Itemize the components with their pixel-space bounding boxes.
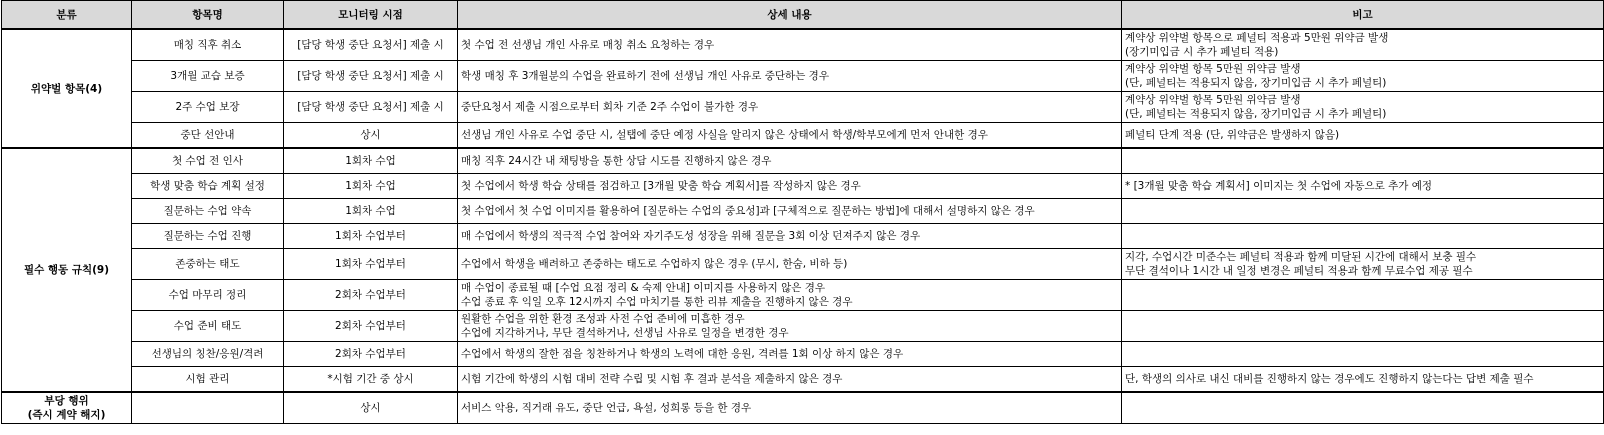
note-line: (장기미입금 시 추가 페널티 적용) bbox=[1125, 46, 1279, 58]
detail-cell bbox=[458, 199, 1122, 224]
item-name-cell: 존중하는 태도 bbox=[132, 249, 284, 280]
detail-line: 수업에서 학생의 잘한 점을 칭찬하거나 학생의 노력에 대한 응원, 격려를 1회 이상 하지 않은 경우 bbox=[461, 348, 904, 360]
note-line: 단, 학생의 의사로 내신 대비를 진행하지 않는 경우에도 진행하지 않는다는 답변 제출 필수 bbox=[1125, 373, 1534, 385]
monitoring-time-cell: 2회차 수업부터 bbox=[284, 280, 458, 311]
note-cell bbox=[1122, 224, 1604, 249]
detail-line: 매칭 직후 24시간 내 채팅방을 통한 상담 시도를 진행하지 않은 경우 bbox=[461, 155, 772, 167]
table-row bbox=[2, 174, 1604, 199]
monitoring-time-cell: [담당 학생 중단 요청서] 제출 시 bbox=[284, 92, 458, 123]
detail-line: 첫 수업에서 첫 수업 이미지를 활용하여 [질문하는 수업의 중요성]과 [구체적으로 질문하는 방법]에 대해서 설명하지 않은 경우 bbox=[461, 205, 1035, 217]
monitoring-time-cell: [담당 학생 중단 요청서] 제출 시 bbox=[284, 29, 458, 61]
note-cell bbox=[1122, 199, 1604, 224]
header-detail: 상세 내용 bbox=[458, 1, 1122, 30]
table-row bbox=[2, 92, 1604, 123]
monitoring-time-cell: 2회차 수업부터 bbox=[284, 311, 458, 342]
table-row bbox=[2, 311, 1604, 342]
monitoring-time-cell: 1회차 수업부터 bbox=[284, 249, 458, 280]
detail-line: 수업에서 학생을 배려하고 존중하는 태도로 수업하지 않은 경우 (무시, 한숨, 비하 등) bbox=[461, 258, 848, 270]
category-label: 부당 행위 bbox=[44, 395, 89, 407]
table-row bbox=[2, 148, 1604, 174]
header-item-name: 항목명 bbox=[132, 1, 284, 30]
detail-line: 매 수업에서 학생의 적극적 수업 참여와 자기주도성 성장을 위해 질문을 3회 이상 던져주지 않은 경우 bbox=[461, 230, 921, 242]
table-row bbox=[2, 199, 1604, 224]
note-line: * [3개월 맞춤 학습 계획서] 이미지는 첫 수업에 자동으로 추가 예정 bbox=[1125, 180, 1433, 192]
note-cell bbox=[1122, 29, 1604, 61]
detail-line: 첫 수업 전 선생님 개인 사유로 매칭 취소 요청하는 경우 bbox=[461, 39, 715, 51]
detail-line: 서비스 악용, 직거래 유도, 중단 언급, 욕설, 성희롱 등을 한 경우 bbox=[461, 402, 752, 414]
category-label: 위약벌 항목(4) bbox=[30, 82, 103, 95]
detail-cell bbox=[458, 123, 1122, 149]
note-cell bbox=[1122, 92, 1604, 123]
monitoring-time-cell: 1회차 수업 bbox=[284, 174, 458, 199]
note-cell bbox=[1122, 392, 1604, 424]
item-name-cell: 질문하는 수업 진행 bbox=[132, 224, 284, 249]
note-cell bbox=[1122, 280, 1604, 311]
table-body bbox=[2, 29, 1604, 424]
item-name-cell: 중단 선안내 bbox=[132, 123, 284, 149]
note-line: (단, 페널티는 적용되지 않음, 장기미입금 시 추가 페널티) bbox=[1125, 108, 1387, 120]
detail-cell bbox=[458, 342, 1122, 367]
category-cell bbox=[2, 29, 132, 148]
item-name-cell: 수업 마무리 정리 bbox=[132, 280, 284, 311]
item-name-cell: 학생 맞춤 학습 계획 설정 bbox=[132, 174, 284, 199]
header-row bbox=[2, 1, 1604, 30]
item-name-cell: 매칭 직후 취소 bbox=[132, 29, 284, 61]
item-name-cell: 첫 수업 전 인사 bbox=[132, 148, 284, 174]
note-cell bbox=[1122, 342, 1604, 367]
item-name-cell bbox=[132, 392, 284, 424]
item-name-cell: 2주 수업 보장 bbox=[132, 92, 284, 123]
note-line: 계약상 위약벌 항목 5만원 위약금 발생 bbox=[1125, 63, 1301, 75]
header-category: 분류 bbox=[2, 1, 132, 30]
note-cell bbox=[1122, 311, 1604, 342]
note-cell bbox=[1122, 148, 1604, 174]
monitoring-time-cell: 1회차 수업 bbox=[284, 148, 458, 174]
detail-cell bbox=[458, 148, 1122, 174]
table-row bbox=[2, 342, 1604, 367]
item-name-cell: 선생님의 칭찬/응원/격려 bbox=[132, 342, 284, 367]
note-line: (단, 페널티는 적용되지 않음, 장기미입금 시 추가 페널티) bbox=[1125, 77, 1387, 89]
table-row bbox=[2, 224, 1604, 249]
monitoring-time-cell: 2회차 수업부터 bbox=[284, 342, 458, 367]
category-cell bbox=[2, 148, 132, 392]
note-line: 계약상 위약벌 항목 5만원 위약금 발생 bbox=[1125, 94, 1301, 106]
detail-line: 선생님 개인 사유로 수업 중단 시, 설탭에 중단 예정 사실을 알리지 않은 상태에서 학생/학부모에게 먼저 안내한 경우 bbox=[461, 129, 988, 141]
table-row bbox=[2, 249, 1604, 280]
item-name-cell: 수업 준비 태도 bbox=[132, 311, 284, 342]
detail-line: 학생 매칭 후 3개월분의 수업을 완료하기 전에 선생님 개인 사유로 중단하는 경우 bbox=[461, 70, 829, 82]
note-line: 지각, 수업시간 미준수는 페널티 적용과 함께 미달된 시간에 대해서 보충 필수 bbox=[1125, 251, 1477, 263]
detail-cell bbox=[458, 311, 1122, 342]
category-cell bbox=[2, 392, 132, 424]
header-note: 비고 bbox=[1122, 1, 1604, 30]
note-cell bbox=[1122, 123, 1604, 149]
table-row bbox=[2, 392, 1604, 424]
rules-table bbox=[1, 0, 1604, 424]
monitoring-time-cell: 상시 bbox=[284, 123, 458, 149]
note-line: 계약상 위약벌 항목으로 페널티 적용과 5만원 위약금 발생 bbox=[1125, 32, 1389, 44]
category-label: 필수 행동 규칙(9) bbox=[23, 264, 110, 276]
table-row bbox=[2, 29, 1604, 61]
detail-line: 수업 종료 후 익일 오후 12시까지 수업 마치기를 통한 리뷰 제출을 진행하지 않은 경우 bbox=[461, 296, 853, 308]
detail-cell bbox=[458, 29, 1122, 61]
monitoring-time-cell: *시험 기간 중 상시 bbox=[284, 367, 458, 393]
detail-cell bbox=[458, 61, 1122, 92]
monitoring-time-cell: 1회차 수업부터 bbox=[284, 224, 458, 249]
table-row bbox=[2, 367, 1604, 393]
table-row bbox=[2, 123, 1604, 149]
item-name-cell: 시험 관리 bbox=[132, 367, 284, 393]
category-label: (즉시 계약 해지) bbox=[27, 409, 106, 421]
header-monitoring-time: 모니터링 시점 bbox=[284, 1, 458, 30]
monitoring-time-cell: 1회차 수업 bbox=[284, 199, 458, 224]
detail-cell bbox=[458, 249, 1122, 280]
table-row bbox=[2, 280, 1604, 311]
detail-cell bbox=[458, 92, 1122, 123]
detail-cell bbox=[458, 367, 1122, 393]
detail-cell bbox=[458, 224, 1122, 249]
note-line: 페널티 단계 적용 (단, 위약금은 발생하지 않음) bbox=[1125, 129, 1340, 141]
note-cell bbox=[1122, 249, 1604, 280]
monitoring-time-cell: [담당 학생 중단 요청서] 제출 시 bbox=[284, 61, 458, 92]
detail-line: 원활한 수업을 위한 환경 조성과 사전 수업 준비에 미흡한 경우 bbox=[461, 313, 745, 325]
note-cell bbox=[1122, 61, 1604, 92]
detail-line: 시험 기간에 학생의 시험 대비 전략 수립 및 시험 후 결과 분석을 제출하지 않은 경우 bbox=[461, 373, 843, 385]
monitoring-time-cell: 상시 bbox=[284, 392, 458, 424]
detail-cell bbox=[458, 174, 1122, 199]
detail-cell bbox=[458, 392, 1122, 424]
detail-line: 중단요청서 제출 시점으로부터 회차 기준 2주 수업이 불가한 경우 bbox=[461, 101, 759, 113]
item-name-cell: 3개월 교습 보증 bbox=[132, 61, 284, 92]
detail-line: 수업에 지각하거나, 무단 결석하거나, 선생님 사유로 일정을 변경한 경우 bbox=[461, 327, 789, 339]
note-cell bbox=[1122, 174, 1604, 199]
detail-cell bbox=[458, 280, 1122, 311]
detail-line: 첫 수업에서 학생 학습 상태를 점검하고 [3개월 맞춤 학습 계획서]를 작성하지 않은 경우 bbox=[461, 180, 861, 192]
note-cell bbox=[1122, 367, 1604, 393]
item-name-cell: 질문하는 수업 약속 bbox=[132, 199, 284, 224]
note-line: 무단 결석이나 1시간 내 일정 변경은 페널티 적용과 함께 무료수업 제공 필수 bbox=[1125, 265, 1473, 277]
table-row bbox=[2, 61, 1604, 92]
detail-line: 매 수업이 종료될 때 [수업 요점 정리 & 숙제 안내] 이미지를 사용하지 않은 경우 bbox=[461, 282, 826, 294]
